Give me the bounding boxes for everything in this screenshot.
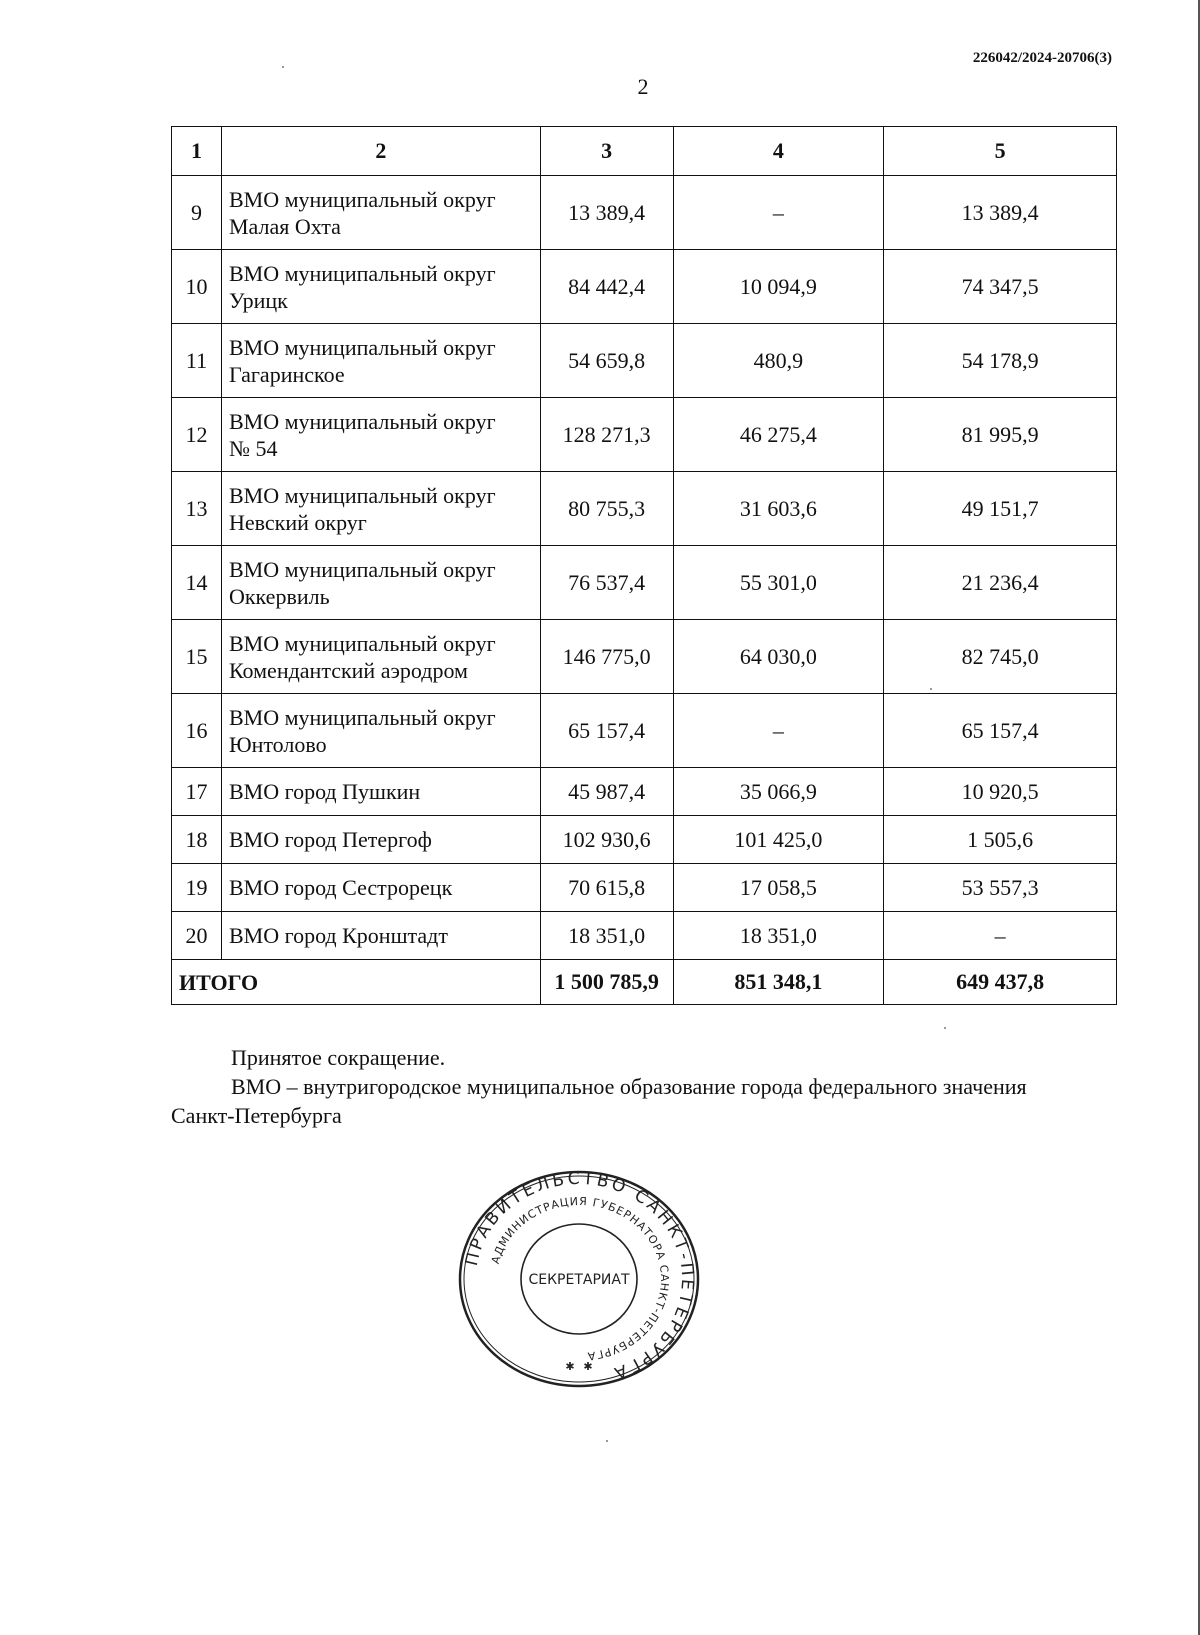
table-row bbox=[172, 620, 1117, 694]
value-col5: 82 745,0 bbox=[884, 620, 1117, 694]
table-row bbox=[172, 546, 1117, 620]
municipality-name bbox=[221, 694, 540, 768]
name-line: ВМО муниципальный округ bbox=[228, 482, 496, 508]
value-col4: – bbox=[673, 694, 884, 768]
row-number: 14 bbox=[172, 546, 222, 620]
value-col5: 13 389,4 bbox=[884, 176, 1117, 250]
municipality-name bbox=[221, 324, 540, 398]
page-number: 2 bbox=[637, 74, 649, 99]
name-line: ВМО муниципальный округ bbox=[228, 260, 496, 286]
column-header: 1 bbox=[172, 127, 222, 176]
municipality-name bbox=[221, 620, 540, 694]
row-number: 17 bbox=[172, 768, 222, 816]
value-col5: – bbox=[884, 912, 1117, 960]
name-line: Невский округ bbox=[228, 509, 367, 535]
row-number: 12 bbox=[172, 398, 222, 472]
document-id: 226042/2024-20706(3) bbox=[972, 50, 1112, 66]
municipality-name: ВМО город Пушкин bbox=[221, 768, 540, 816]
name-line: № 54 bbox=[228, 435, 278, 461]
name-line: ВМО муниципальный округ bbox=[228, 334, 496, 360]
name-line: ВМО муниципальный округ bbox=[228, 556, 496, 582]
value-col3: 146 775,0 bbox=[540, 620, 673, 694]
value-col4: – bbox=[673, 176, 884, 250]
municipality-name: ВМО город Кронштадт bbox=[221, 912, 540, 960]
name-line: ВМО муниципальный округ bbox=[228, 408, 496, 434]
municipality-name: ВМО город Сестрорецк bbox=[221, 864, 540, 912]
value-col5: 74 347,5 bbox=[884, 250, 1117, 324]
total-col4: 851 348,1 bbox=[673, 960, 884, 1005]
value-col4: 35 066,9 bbox=[673, 768, 884, 816]
notes-line: ВМО – внутригородское муниципальное образование города федерального значения bbox=[231, 1074, 1027, 1099]
value-col5: 53 557,3 bbox=[884, 864, 1117, 912]
name-line: ВМО муниципальный округ bbox=[228, 704, 496, 730]
name-line: Гагаринское bbox=[228, 361, 345, 387]
total-col3: 1 500 785,9 bbox=[540, 960, 673, 1005]
municipality-name bbox=[221, 176, 540, 250]
scan-speck bbox=[930, 688, 932, 690]
row-number: 15 bbox=[172, 620, 222, 694]
table-row bbox=[172, 250, 1117, 324]
value-col3: 13 389,4 bbox=[540, 176, 673, 250]
municipality-name bbox=[221, 398, 540, 472]
value-col5: 10 920,5 bbox=[884, 768, 1117, 816]
notes-line: Санкт-Петербурга bbox=[171, 1103, 342, 1128]
municipality-name bbox=[221, 546, 540, 620]
name-line: Урицк bbox=[228, 287, 288, 313]
stamp-star-icon: ✱ bbox=[565, 1360, 575, 1373]
row-number: 18 bbox=[172, 816, 222, 864]
value-col3: 76 537,4 bbox=[540, 546, 673, 620]
value-col3: 70 615,8 bbox=[540, 864, 673, 912]
value-col3: 84 442,4 bbox=[540, 250, 673, 324]
data-table bbox=[171, 126, 1117, 1005]
row-number: 13 bbox=[172, 472, 222, 546]
value-col4: 18 351,0 bbox=[673, 912, 884, 960]
value-col4: 480,9 bbox=[673, 324, 884, 398]
table-row bbox=[172, 398, 1117, 472]
value-col3: 54 659,8 bbox=[540, 324, 673, 398]
column-header: 4 bbox=[673, 127, 884, 176]
row-number: 9 bbox=[172, 176, 222, 250]
value-col3: 18 351,0 bbox=[540, 912, 673, 960]
name-line: Оккервиль bbox=[228, 583, 330, 609]
notes-heading: Принятое сокращение. bbox=[231, 1045, 446, 1070]
name-line: ВМО муниципальный округ bbox=[228, 186, 496, 212]
secretariat-stamp bbox=[458, 1170, 700, 1388]
column-header: 2 bbox=[221, 127, 540, 176]
stamp-center-text: СЕКРЕТАРИАТ bbox=[528, 1272, 630, 1288]
value-col3: 80 755,3 bbox=[540, 472, 673, 546]
table-row bbox=[172, 472, 1117, 546]
value-col5: 1 505,6 bbox=[884, 816, 1117, 864]
scan-speck bbox=[282, 66, 284, 68]
value-col5: 54 178,9 bbox=[884, 324, 1117, 398]
table-row bbox=[172, 324, 1117, 398]
table-row bbox=[172, 864, 1117, 912]
municipality-name bbox=[221, 250, 540, 324]
value-col5: 21 236,4 bbox=[884, 546, 1117, 620]
municipality-name bbox=[221, 472, 540, 546]
value-col4: 46 275,4 bbox=[673, 398, 884, 472]
stamp-inner-text: АДМИНИСТРАЦИЯ ГУБЕРНАТОРА САНКТ-ПЕТЕРБУРГА bbox=[488, 1194, 672, 1363]
value-col3: 45 987,4 bbox=[540, 768, 673, 816]
value-col4: 31 603,6 bbox=[673, 472, 884, 546]
value-col3: 128 271,3 bbox=[540, 398, 673, 472]
value-col3: 65 157,4 bbox=[540, 694, 673, 768]
name-line: Малая Охта bbox=[228, 213, 341, 239]
value-col5: 49 151,7 bbox=[884, 472, 1117, 546]
value-col4: 101 425,0 bbox=[673, 816, 884, 864]
value-col5: 81 995,9 bbox=[884, 398, 1117, 472]
name-line: ВМО муниципальный округ bbox=[228, 630, 496, 656]
row-number: 16 bbox=[172, 694, 222, 768]
name-line: Комендантский аэродром bbox=[228, 657, 468, 683]
row-number: 20 bbox=[172, 912, 222, 960]
row-number: 11 bbox=[172, 324, 222, 398]
value-col4: 17 058,5 bbox=[673, 864, 884, 912]
column-header: 3 bbox=[540, 127, 673, 176]
value-col3: 102 930,6 bbox=[540, 816, 673, 864]
abbreviation-notes bbox=[171, 1043, 1117, 1130]
municipality-name: ВМО город Петергоф bbox=[221, 816, 540, 864]
table-row bbox=[172, 768, 1117, 816]
name-line: Юнтолово bbox=[228, 731, 327, 757]
total-row bbox=[172, 960, 1117, 1005]
table-row bbox=[172, 912, 1117, 960]
table-header-row bbox=[172, 127, 1117, 176]
row-number: 10 bbox=[172, 250, 222, 324]
table-row bbox=[172, 176, 1117, 250]
stamp-star-icon: ✱ bbox=[583, 1360, 593, 1373]
value-col4: 55 301,0 bbox=[673, 546, 884, 620]
scan-speck bbox=[944, 1027, 946, 1029]
table-row bbox=[172, 694, 1117, 768]
value-col4: 64 030,0 bbox=[673, 620, 884, 694]
scan-speck bbox=[606, 1440, 608, 1442]
total-label: ИТОГО bbox=[172, 960, 541, 1005]
table-row bbox=[172, 816, 1117, 864]
value-col4: 10 094,9 bbox=[673, 250, 884, 324]
stamp-outer-text: ПРАВИТЕЛЬСТВО САНКТ-ПЕТЕРБУРГА bbox=[461, 1170, 698, 1384]
row-number: 19 bbox=[172, 864, 222, 912]
value-col5: 65 157,4 bbox=[884, 694, 1117, 768]
total-col5: 649 437,8 bbox=[884, 960, 1117, 1005]
column-header: 5 bbox=[884, 127, 1117, 176]
